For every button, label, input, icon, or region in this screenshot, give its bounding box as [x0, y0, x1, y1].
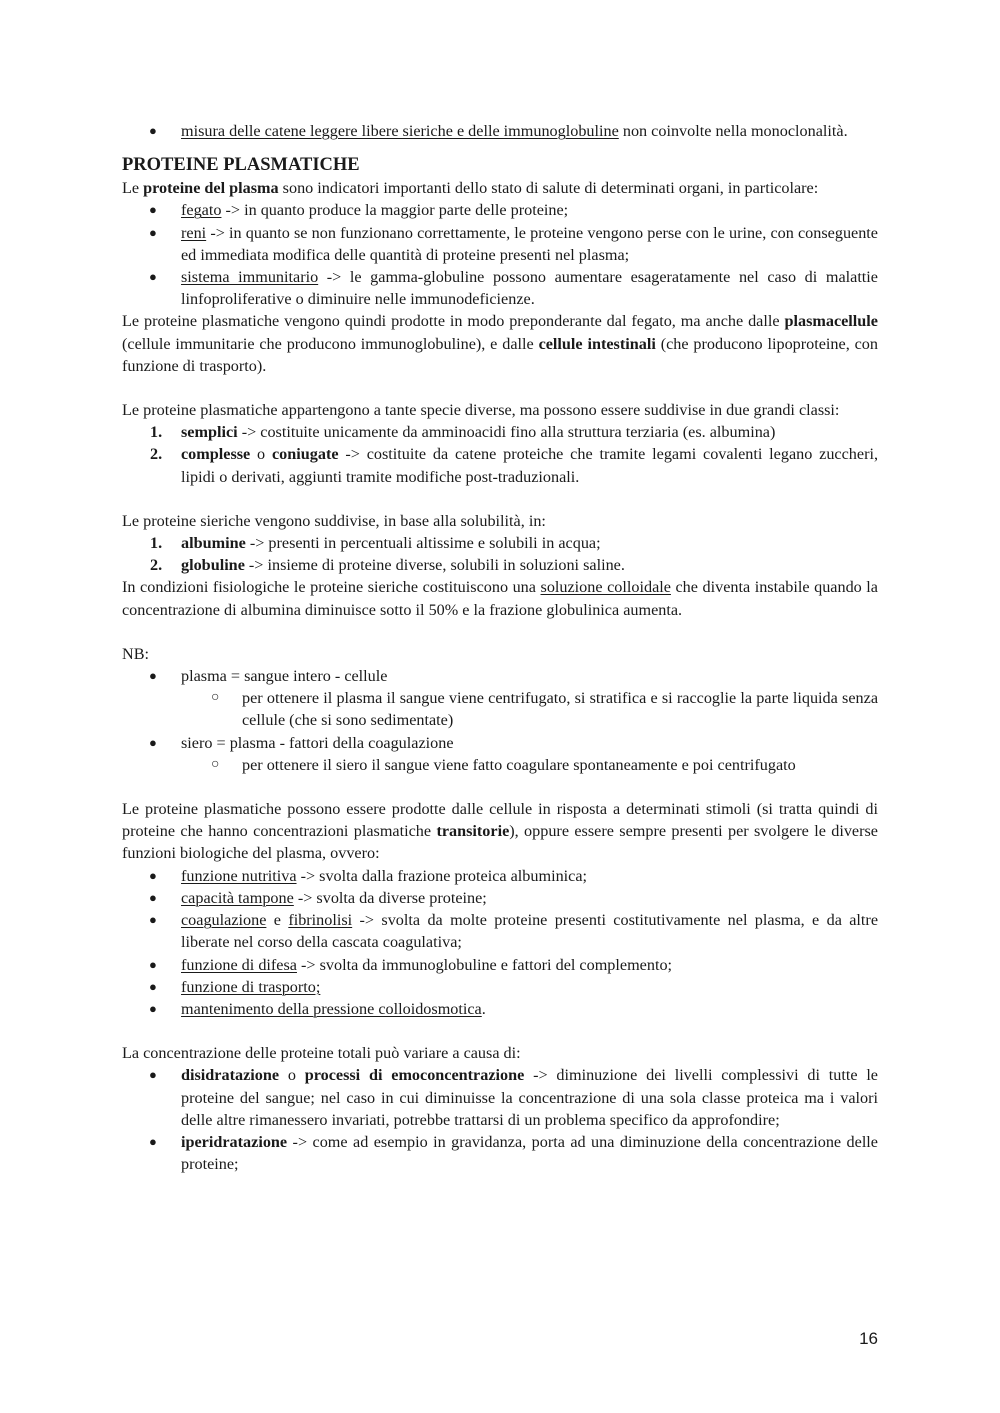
bullet-icon: ●: [149, 668, 157, 684]
underlined-term: funzione di trasporto;: [181, 977, 321, 996]
concentration-list: [122, 1064, 878, 1175]
bullet-icon: ●: [149, 889, 157, 905]
bullet-icon: ●: [149, 978, 157, 994]
bullet-icon: ●: [149, 1067, 157, 1083]
underlined-term: fegato: [181, 201, 222, 220]
underlined-term: misura delle catene leggere libere sieriche e delle immunoglobuline: [181, 122, 619, 140]
nb-label: NB:: [122, 644, 149, 663]
underlined-term: capacità tampone: [181, 888, 294, 907]
list-item: ● funzione nutritiva -> svolta dalla frazione proteica albuminica;: [122, 865, 878, 887]
list-item: ● iperidratazione -> come ad esempio in gravidanza, porta ad una diminuzione della concentrazione delle proteine;: [149, 1132, 878, 1174]
sub-list-item: ○ per ottenere il siero il sangue viene fatto coagulare spontaneamente e poi centrifugato: [122, 754, 878, 776]
list-number: 1.: [150, 423, 163, 442]
bullet-icon: ●: [149, 1133, 157, 1149]
functions-paragraph: Le proteine plasmatiche possono essere prodotte dalle cellule in risposta a determinati stimoli (si tratta quindi di proteine che hanno concentrazioni plasmatiche transitorie), oppure essere sempre presenti per svolgere le diverse funzioni biologiche del plasma, ovvero:: [122, 800, 878, 863]
bullet-icon: ●: [149, 224, 157, 240]
list-item: ● plasma = sangue intero - cellule: [122, 665, 878, 687]
underlined-term: soluzione colloidale: [540, 578, 671, 597]
list-number: 2.: [150, 445, 163, 464]
bullet-icon: ●: [149, 734, 157, 750]
page-number: 16: [859, 1329, 878, 1348]
hollow-bullet-icon: ○: [211, 756, 220, 772]
bullet-icon: ●: [149, 912, 157, 928]
classes-paragraph: Le proteine plasmatiche appartengono a tante specie diverse, ma possono essere suddivise in due grandi classi:: [122, 401, 840, 420]
underlined-term: funzione nutritiva: [181, 866, 297, 885]
underlined-term: reni: [181, 223, 207, 242]
bullet-icon: ●: [149, 269, 157, 285]
top-bullet-list: [122, 120, 878, 142]
hollow-bullet-icon: ○: [211, 690, 220, 706]
underlined-term: sistema immunitario: [181, 268, 319, 287]
underlined-term: fibrinolisi: [288, 911, 353, 930]
functions-list: [122, 865, 878, 1020]
list-item: ● siero = plasma - fattori della coagulazione: [122, 732, 878, 754]
list-item: 2. globuline -> insieme di proteine diverse, solubili in soluzioni saline.: [122, 554, 878, 576]
list-item: ● funzione di difesa -> svolta da immunoglobuline e fattori del complemento;: [122, 954, 878, 976]
list-item: 2. complesse o coniugate -> costituite da catene proteiche che tramite legami covalenti legano zuccheri, lipidi o derivati, aggiunti tramite modifiche post-traduzionali.: [150, 445, 879, 486]
list-number: 1.: [150, 534, 163, 553]
list-item: ● capacità tampone -> svolta da diverse proteine;: [122, 887, 878, 909]
list-item: ● reni -> in quanto se non funzionano correttamente, le proteine vengono perse con le urine, con conseguente ed immediata modifica delle quantità di proteine presenti nel plasma;: [149, 223, 878, 264]
list-item: 1. semplici -> costituite unicamente da amminoacidi fino alla struttura terziaria (es. albumina): [122, 421, 878, 443]
bullet-icon: ●: [149, 202, 157, 218]
organs-list: [122, 199, 878, 310]
list-item: ● coagulazione e fibrinolisi -> svolta da molte proteine presenti costitutivamente nel plasma, e da altre liberate nel corso della cascata coagulativa;: [149, 911, 879, 952]
colloid-paragraph: In condizioni fisiologiche le proteine sieriche costituiscono una soluzione colloidale che diventa instabile quando la concentrazione di albumina diminuisce sotto il 50% e la frazione globulinica aumenta.: [122, 578, 878, 619]
intro-paragraph: Le proteine del plasma sono indicatori importanti dello stato di salute di determinati organi, in particolare:: [122, 179, 819, 198]
sub-list-item: ○ per ottenere il plasma il sangue viene centrifugato, si stratifica e si raccoglie la parte liquida senza cellule (che si sono sedimentate): [211, 689, 878, 730]
list-item: ● disidratazione o processi di emoconcentrazione -> diminuzione dei livelli complessivi di tutte le proteine del sangue; nel caso in cui diminuisse la concentrazione di una sola classe proteica ma i valori delle altre rimanessero invariati, potrebbe trattarsi di un problema specifico da approfondire;: [149, 1066, 878, 1129]
bullet-icon: ●: [149, 123, 157, 138]
list-item: [122, 120, 878, 142]
list-number: 2.: [150, 556, 163, 575]
list-item: ● fegato -> in quanto produce la maggior parte delle proteine;: [122, 199, 878, 221]
bullet-icon: ●: [149, 956, 157, 972]
classes-list: [122, 421, 878, 488]
underlined-term: funzione di difesa: [181, 955, 297, 974]
underlined-term: mantenimento della pressione colloidosmotica: [181, 999, 482, 1018]
section-heading: PROTEINE PLASMATICHE: [122, 155, 360, 176]
list-item: [122, 976, 878, 998]
list-item: ● sistema immunitario -> le gamma-globuline possono aumentare esageratamente nel caso di malattie linfoproliferative o diminuire nelle immunodeficienze.: [149, 268, 878, 309]
document-page: [122, 120, 878, 1175]
list-item: 1. albumine -> presenti in percentuali altissime e solubili in acqua;: [122, 532, 878, 554]
solubility-list: [122, 532, 878, 576]
list-item: ● mantenimento della pressione colloidosmotica.: [122, 998, 878, 1020]
concentration-intro: La concentrazione delle proteine totali può variare a causa di:: [122, 1044, 521, 1063]
production-paragraph: Le proteine plasmatiche vengono quindi prodotte in modo preponderante dal fegato, ma anche dalle plasmacellule (cellule immunitarie che producono immunoglobuline), e dalle cellule intestinali (che producono lipoproteine, con funzione di trasporto).: [122, 312, 878, 375]
nb-list: [122, 665, 878, 776]
underlined-term: coagulazione: [181, 911, 267, 930]
bullet-icon: ●: [149, 867, 157, 883]
solubility-intro: Le proteine sieriche vengono suddivise, in base alla solubilità, in:: [122, 511, 546, 530]
list-item-text: non coinvolte nella monoclonalità.: [618, 122, 848, 140]
bullet-icon: ●: [149, 1000, 157, 1016]
